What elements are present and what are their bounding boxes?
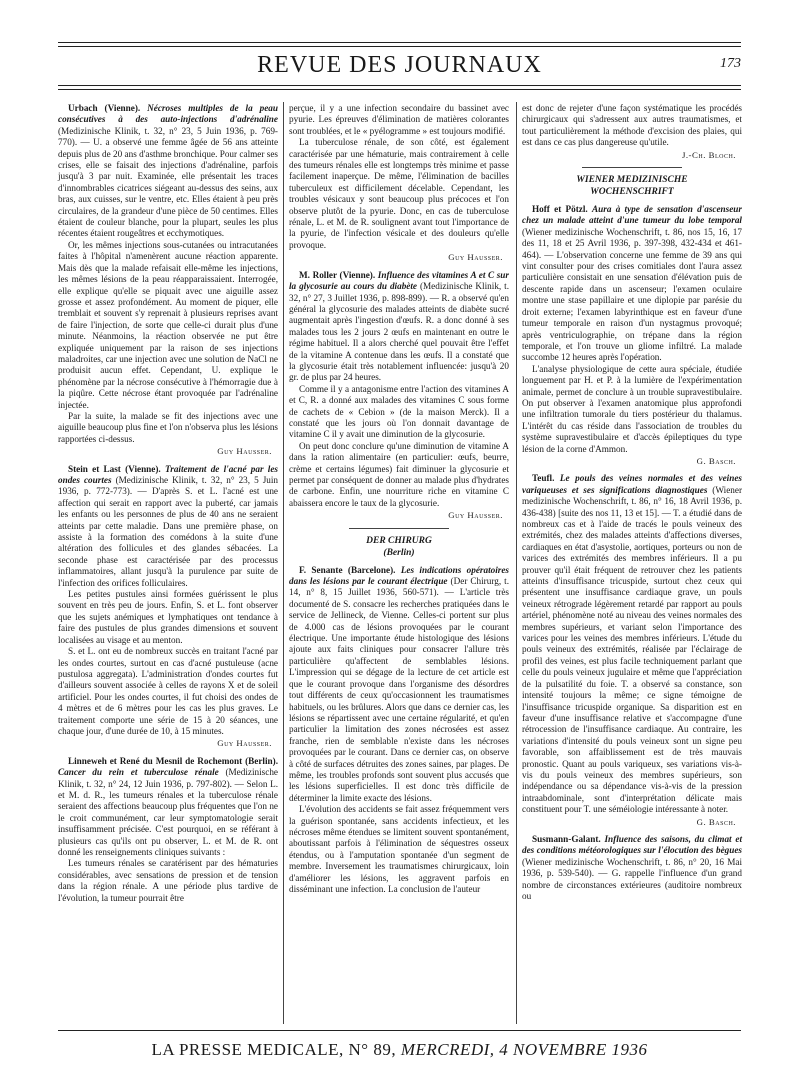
header-rule-bottom-2 — [58, 89, 741, 90]
article-stein-last — [58, 464, 278, 750]
section-separator — [349, 528, 449, 529]
article-urbach — [58, 103, 278, 458]
page-number: 173 — [720, 56, 741, 71]
section-city: (Berlin) — [383, 547, 415, 558]
running-head — [58, 52, 741, 82]
article-roller — [289, 270, 509, 522]
section-heading-wiener — [522, 174, 742, 198]
article-author: Linneweh et René du Mesnil de Rochemont (Berlin). — [68, 755, 278, 766]
footer-journal: LA PRESSE MEDICALE, N° 89, — [151, 1040, 397, 1059]
article-title: Nécroses multiples de la peau consécutives à des auto-injections d'adrénaline — [58, 103, 278, 125]
article-signature: G. Basch. — [696, 455, 736, 466]
article-title: Cancer du rein et tuberculose rénale — [58, 767, 219, 778]
header-rule-top — [58, 42, 741, 43]
article-title: Aura à type de sensation d'ascenseur chez un malade atteint d'une tumeur du lobe temporal — [522, 204, 742, 226]
article-author: Susmann-Galant. — [532, 833, 601, 844]
article-text: L'observation concerne une femme de 39 ans qui vint consulter pour des crises comitiales dont l'aura assez particulière consistait en une sensation d'élévation puis de descente rapide dans un ascenseur; l'examen oculaire montre une stase papillaire et une diplopie par parésie du droit externe; l'examen labyrinthique est en faveur d'une tumeur temporale en raison d'un nystagmus provoqué; après ventriculographie, on trépane dans la région temporale, et l'on trouve un gliome infiltré. La malade succombe 12 heures après l'opération. — [522, 249, 743, 363]
article-paragraph: Or, les mêmes injections sous-cutanées ou intracutanées faites à l'hôpital n'amenèrent aucune réaction apparente. Mais dès que la malade refaisait elle-même les injections, les mêmes lésions de la peau réapparaissaient. Interrogée, elle explique qu'elle se piquait avec une aiguille assez grosse et assez profondément. Au moment de piquer, elle tremblait et souvent s'y reprenait à plusieurs reprises avant de faire l'injection, de sorte que celle-ci durait plus d'une minute. Néanmoins, la réaction observée ne put être expliquée uniquement par la raison de ses injections maladroites, car une injection avec une solution de NaCl ne produisit aucun effet. Cependant, U. explique le phénomène par la nécrose consécutive à l'hémorragie due à la piqûre. Cette nécrose étant provoquée par l'adrénaline injectée. — [58, 239, 278, 410]
footer-date: MERCREDI, 4 NOVEMBRE 1936 — [400, 1040, 648, 1059]
article-paragraph: perçue, il y a une infection secondaire du bassinet avec pyurie. Les épreuves d'élimination de matières colorantes sont troublées, et le « pyélogramme » est toujours modifié. — [289, 103, 509, 136]
article-signature: Guy Hausser. — [217, 446, 272, 457]
article-reference: (Medizinische Klinik, t. 32, n° 23, 5 Juin 1936, p. 769-770). — — [58, 125, 278, 148]
article-susmann-galant — [522, 834, 742, 902]
article-text: L'article très documenté de S. consacre les recherches pratiquées dans le service de Jellineck, de Vienne. Celles-ci portent sur plus de 4.000 cas de lésions provoquées par le courant électrique. Une importante étude histologique des lésions ajoute aux faits cliniques pour consacrer l'allure très particulière qu'affectent de semblables lésions. L'impression qui se dégage de la lecture de cet article est que le courant provoque dans l'organisme des désordres tout différents de ceux qu'occasionnent les traumatismes habituels, ou les brûlures. Alors que dans ce dernier cas, les lésions se répartissent avec une certaine régularité, et qu'en particulier la limitation des zones nécrosées est assez franche, rien de semblable n'existe dans les nécroses provoquées par le courant. Dans ce dernier cas, on observe à côté de surfaces détruites des zones saines, par plages. De même, les troubles profonds sont souvent plus accusés que les lésions superficielles. Il est donc très difficile de déterminer la limite exacte des lésions. — [289, 587, 510, 803]
article-paragraph: Les tumeurs rénales se caratérisent par des hématuries considérables, avec sensations de pression et de tension dans la région rénale. A une période plus tardive de l'évolution, la tumeur pourrait être — [58, 858, 278, 903]
article-author: Stein et Last (Vienne). — [68, 463, 161, 474]
article-author: Teufl. — [532, 473, 555, 484]
article-text: U. a observé une femme âgée de 56 ans atteinte depuis plus de 20 ans d'asthme bronchique. Pour calmer ses crises, elle se faisait des injections d'adrénaline, parfois jusqu'à 3 par nuit. Examinée, elle présentait les traces d'innombrables cicatrices siégeant au-dessus des seins, aux bras, aux cuisses, sur le ventre, etc. Elles étaient à peu près circulaires, de la grandeur d'une pièce de 50 centimes. Elles étaient de couleur blanche, pour la plupart, seules les plus récentes étaient rougeâtres et ecchymotiques. — [58, 137, 279, 239]
footer-rule — [58, 1030, 741, 1031]
section-separator — [582, 167, 682, 168]
page-footer — [58, 1040, 741, 1060]
article-paragraph: Par la suite, la malade se fit des injections avec une aiguille beaucoup plus fine et l'on n'observa plus les lésions rapportées ci-dessus. — [58, 410, 278, 444]
article-reference: (Medizinische Klinik, t. 32, n° 27, 3 Juillet 1936, p. 898-899). — — [289, 281, 509, 303]
article-paragraph: est donc de rejeter d'une façon systématique les procédés chirurgicaux qui s'adressent aux autres traumatismes, et tout particulièrement la méthode d'excision des plaies, qui est dans ce cas plus dangereuse qu'utile. — [522, 103, 742, 148]
column-3 — [522, 103, 742, 906]
article-title: Influence des saisons, du climat et des conditions météorologiques sur l'élocution des bègues — [522, 833, 743, 856]
article-hoff-potzl — [522, 204, 742, 467]
column-1 — [58, 103, 278, 908]
journal-section-title: REVUE DES JOURNAUX — [257, 52, 542, 78]
article-signature: Guy Hausser. — [217, 738, 272, 749]
column-rule-1 — [283, 102, 284, 1024]
article-signature: G. Basch. — [696, 816, 736, 827]
article-paragraph: Les petites pustules ainsi formées guérissent le plus souvent en très peu de jours. Enfin, S. et L. font observer que les sujets anémiques et lymphatiques ont tendance à faire des pustules de plus grandes dimensions et souvent localisées au visage et au menton. — [58, 589, 278, 645]
article-senante-continued — [522, 103, 742, 161]
article-title: Traitement de l'acné par les ondes courtes — [58, 463, 278, 485]
article-title: Influence des vitamines A et C sur la glycosurie au cours du diabète — [289, 269, 509, 292]
article-reference: (Der Chirurg, t. 14, n° 8, 15 Juillet 1936, 560-571). — — [289, 576, 509, 598]
article-author: Hoff et Pötzl. — [532, 204, 588, 215]
header-rule-bottom — [58, 85, 741, 86]
article-paragraph: L'évolution des accidents se fait assez fréquemment vers la guérison spontanée, sans accidents infectieux, et les nécroses même étendues se limitent souvent spontanément, aboutissant parfois à l'élimination de séquestres osseux étendus, ou à l'amputation spontanée d'un segment de membre. Inversement les traumatismes chirurgicaux, loin d'améliorer les lésions, les aggravent parfois en disséminant une infection. La conclusion de l'auteur — [289, 804, 509, 894]
column-2 — [289, 103, 509, 899]
section-heading-der-chirurg — [289, 535, 509, 559]
article-signature: Guy Hausser. — [448, 252, 503, 263]
article-linneweh — [58, 756, 278, 904]
article-text: R. a observé qu'en général la glycosurie des malades atteints de diabète sucré augmentait après l'ingestion d'œufs. R. a donc donné à ses malades tous les 2 jours 2 œufs en maintenant en outre le régime habituel. Il a alors cherché quel pouvait être l'effet de la vitamine A contenue dans les œufs. Il a constaté que la glycosurie était très notablement influencée: jusqu'à 20 gr. de plus par 24 heures. — [289, 292, 509, 383]
article-paragraph: On peut donc conclure qu'une diminution de vitamine A dans la ration alimentaire (en particulier: œufs, beurre, crème et certains légumes) fait diminuer la glycosurie et permet par conséquent de donner au malade plus d'hydrates de carbone. Enfin, une nourriture riche en vitamine C abaissera encore le taux de la glycosurie. — [289, 440, 509, 508]
section-name: WIENER MEDIZINISCHE — [576, 175, 688, 186]
article-reference: (Medizinische Klinik, t. 32, n° 24, 12 Juin 1936, p. 797-802). — — [58, 767, 278, 789]
article-author: M. Roller (Vienne). — [299, 269, 376, 280]
article-reference: (Medizinische Klinik, t. 32, n° 23, 5 Juin 1936, p. 772-773). — — [58, 475, 279, 497]
article-reference: (Wiener medizinische Wochenschrift, t. 86, n° 20, 16 Mai 1936, p. 539-540). — — [522, 856, 742, 879]
article-text: G. rappelle l'influence d'un grand nombre de circonstances extérieures (auditoire nombreux ou — [522, 868, 742, 901]
article-reference: (Wiener medizinische Wochenschrift, t. 86, n° 16, 18 Avril 1936, p. 436-438) [suite des nos 11, 13 et 15]. — — [522, 484, 743, 518]
article-teufl — [522, 473, 742, 828]
column-rule-2 — [516, 102, 517, 1024]
article-paragraph: La tuberculose rénale, de son côté, est également caractérisée par une hématurie, mais contrairement à celle des tumeurs rénales elle est longtemps très minime et passe facilement inaperçue. De même, l'élimination de bacilles tuberculeux est difficilement décelable. Cependant, les troubles vésicaux y sont beaucoup plus précoces et l'on observe plutôt de la pyurie. Donc, en cas de tuberculose rénale, L. et M. de R. soulignent avant tout l'importance de la pyurie, de l'infection vésicale et des douleurs qu'elle provoque. — [289, 137, 509, 250]
article-text: D'après S. et L. l'acné est une affection qui serait en rapport avec la puberté, car jamais les enfants ou les personnes de plus de 40 ans ne seraient atteints par cette maladie. Dans une première phase, on assiste à la formation des comédons à la suite d'une altération des follicules et des glandes sébacées. La seconde phase est caractérisée par des processus inflammatoires, allant jusqu'à la purulence par suite de l'infection des orifices folliculaires. — [58, 486, 278, 588]
article-author: F. Senante (Barcelone). — [299, 564, 396, 575]
section-name: DER CHIRURG — [366, 535, 432, 546]
article-reference: (Wiener medizinische Wochenschrift, t. 86, nos 15, 16, 17 des 11, 18 et 25 Avril 1936, p. 397-398, 432-434 et 461-464). — — [522, 226, 742, 260]
section-name-2: WOCHENSCHRIFT — [590, 187, 674, 198]
article-paragraph: Comme il y a antagonisme entre l'action des vitamines A et C, R. a donné aux malades des vitamines C sous forme de cachets de « Cebion » (de la maison Merck). Il a constaté que les jours où l'on donnait davantage de vitamine C il y avait une diminution de la glycosurie. — [289, 383, 509, 440]
article-text: T. a étudié dans de nombreux cas et à l'aide de tracés le pouls veineux des extrémités, chez des malades atteints d'affections diverses, cardiaques en état d'asystolie, aortiques, porteurs ou non de varices des extrémités des membres inférieurs. Il a pu prouver qu'il était fréquent de retrouver chez les patients atteints d'insuffisance tricuspide, surtout chez ceux qui présentent une insuffisance cardiaque grave, un pouls veineux rétrograde légèrement retardé par rapport au pouls artériel, phénomène noté au niveau des veines normales des membres supérieurs, et variant selon l'importance des varices pour les veines des membres inférieurs. L'étude du pouls veineux des extrémités, réalisée par l'éclairage de profil des veines, est plus facile techniquement parlant que celle du pouls veineux jugulaire et même que l'appréciation de la pulsatilité du foie. T. a observé sa constance, son intensité toujours la même; ce signe témoigne de l'insuffisance tricuspide organique. Sa disparition est en faveur d'une insuffisance relative et s'accompagne d'une rétrocession de l'insuffisance cardiaque. Au contraire, les variations d'intensité du pouls veineux sont un signe peu favorable, son affaiblissement est de très mauvais pronostic. Quant au pouls variqueux, ses variations vis-à-vis du pouls veineux des membres supérieurs, son indépendance ou sa dépendance vis-à-vis de la pression intraabdominale, sont d'interprétation délicate mais constituent pour T. une séméiologie intéressante à noter. — [522, 507, 743, 815]
article-signature: Guy Hausser. — [448, 510, 503, 521]
article-linneweh-continued — [289, 103, 509, 264]
article-paragraph: S. et L. ont eu de nombreux succès en traitant l'acné par les ondes courtes, surtout en cas d'acné pustuleuse (acne pustulosa aggregata). L'administration d'ondes courtes fut d'ailleurs souvent associée à celles de rayons X et de soleil artificiel. Pour les ondes courtes, il fut choisi des ondes de 4 mètres et de 6 mètres pour les cas les plus graves. Le traitement comporte une série de 15 à 20 séances, une chaque jour, d'une durée de 10, à 15 minutes. — [58, 646, 278, 736]
article-title: Le pouls des veines normales et des veines variqueuses et ses significations diagnostiques — [522, 473, 742, 495]
article-paragraph: L'analyse physiologique de cette aura spéciale, étudiée longuement par H. et P. à la lumière de l'expérimentation animale, permet de conclure à un trouble supravestibulaire. On put observer à l'examen anatomique plus approfondi une infiltration tumorale du tiers postérieur du thalamus. L'intérêt du cas réside dans l'association de troubles du système supravestibulaire et d'accès épileptiques du type lésion de la corne d'Ammon. — [522, 363, 742, 454]
article-title: Les indications opératoires dans les lésions par le courant électrique — [289, 564, 510, 587]
article-author: Urbach (Vienne). — [68, 103, 141, 113]
header-rule-top-2 — [58, 46, 741, 47]
article-senante — [289, 565, 509, 896]
article-text: Selon L. et M. d. R., les tumeurs rénales et la tuberculose rénale seraient des affections beaucoup plus fréquentes que l'on ne le croit communément, car leur symptomatologie serait insuffisamment précisée. C'est pourquoi, en se référant à plusieurs cas qu'ils ont pu observer, L. et M. de R. ont donné les renseignements cliniques suivants : — [58, 778, 278, 857]
article-signature: J.-Ch. Bloch. — [681, 149, 736, 160]
